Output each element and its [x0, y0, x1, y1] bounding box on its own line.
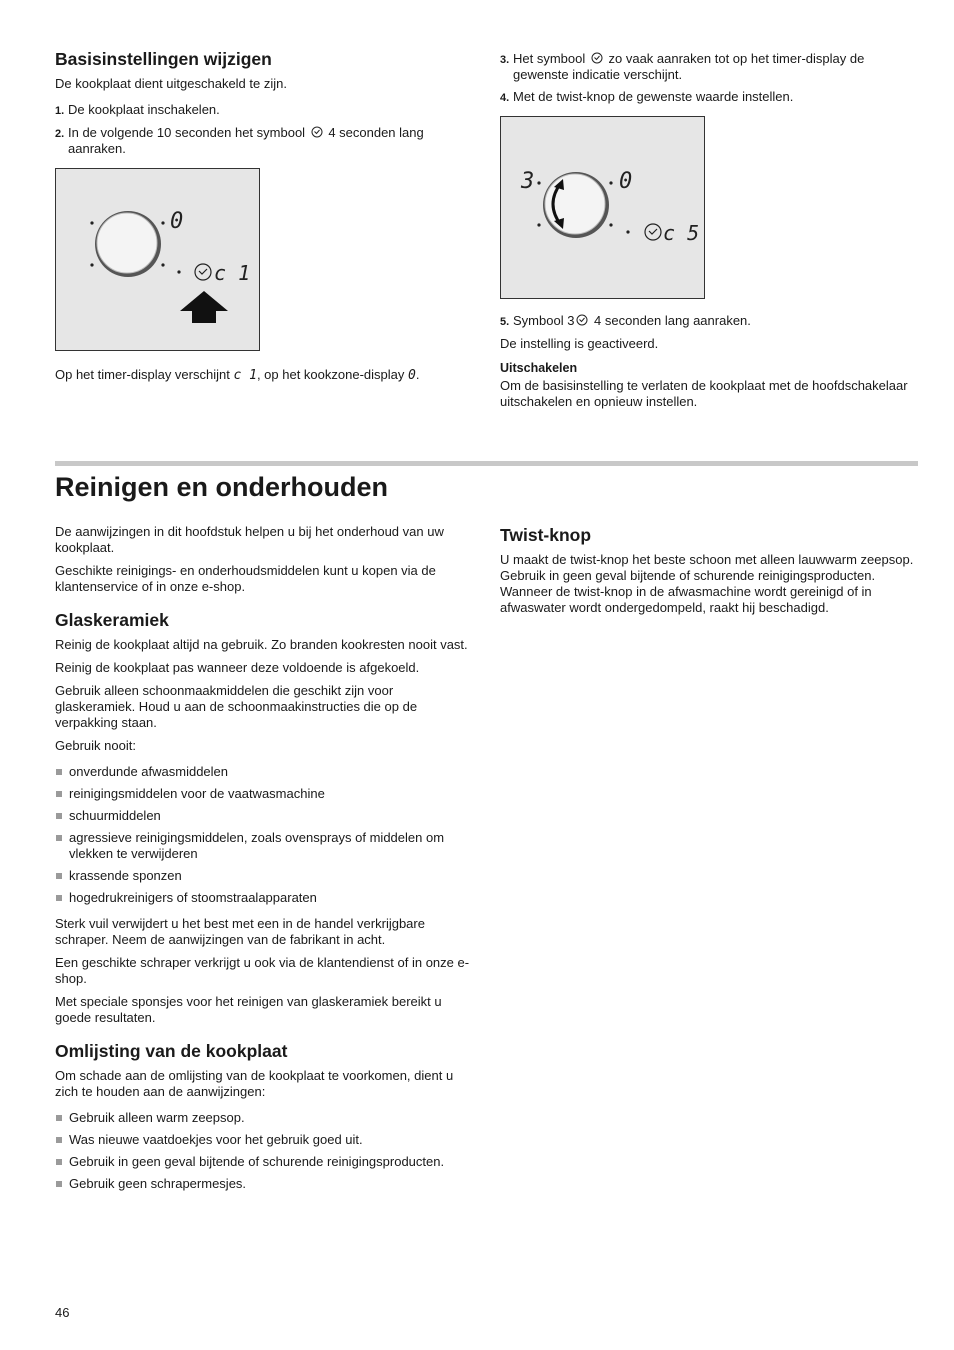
step-1 [55, 102, 475, 119]
section-intro-2: Geschikte reinigings- en onderhoudsmiddelen kunt u kopen via de klantenservice of in onze e-shop. [55, 563, 436, 594]
list-item-text: Gebruik in geen geval bijtende of schurende reinigingsproducten. [69, 1154, 445, 1169]
list-item [55, 808, 475, 824]
omlijsting-paragraph: Om schade aan de omlijsting van de kookplaat te voorkomen, dient u zich te houden aan de aanwijzingen: [55, 1068, 454, 1099]
step-text-part: 4 seconden lang aanraken. [68, 125, 424, 156]
list-item-text: Gebruik geen schrapermesjes. [69, 1176, 247, 1191]
list-item [55, 786, 475, 802]
page-number: 46 [55, 1305, 70, 1320]
list-item [55, 1176, 475, 1192]
right-lower-column [500, 524, 920, 623]
glas-never-list [55, 764, 475, 906]
bullet-icon [56, 1181, 62, 1187]
timer-note-code: c 1 [233, 368, 257, 383]
list-item [55, 868, 475, 884]
control-panel-figure-2 [500, 116, 705, 299]
list-item-text: hogedrukreinigers of stoomstraalapparaten [69, 890, 317, 905]
section-divider [55, 461, 918, 466]
timer-note-zero: 0 [408, 368, 416, 383]
heading-glaskeramiek: Glaskeramiek [55, 610, 169, 630]
bullet-icon [56, 769, 62, 775]
list-item [55, 1132, 475, 1148]
list-item-text: agressieve reinigingsmiddelen, zoals ovensprays of middelen om vlekken te verwijderen [69, 830, 445, 861]
activated-text: De instelling is geactiveerd. [500, 336, 659, 351]
step-text-part: Symbool 3 [513, 313, 575, 328]
step-number: 5. [500, 316, 510, 328]
glas-paragraph: Reinig de kookplaat altijd na gebruik. Zo branden kookresten nooit vast. [55, 637, 468, 652]
step-number: 2. [55, 128, 65, 140]
bullet-icon [56, 1159, 62, 1165]
step-text [68, 125, 475, 157]
list-item [55, 764, 475, 780]
list-item-text: reinigingsmiddelen voor de vaatwasmachine [69, 786, 325, 801]
list-item [55, 1154, 475, 1170]
timer-clock-icon [576, 314, 588, 326]
step-text-part: zo vaak aanraken tot op het timer-display de gewenste indicatie verschijnt. [513, 51, 865, 82]
left-display: 3 [521, 169, 535, 194]
list-item-text: onverdunde afwasmiddelen [69, 764, 228, 779]
bullet-icon [56, 1137, 62, 1143]
step-4 [500, 89, 920, 106]
list-item [55, 830, 475, 862]
bullet-icon [56, 873, 62, 879]
intro-text: De kookplaat dient uitgeschakeld te zijn. [55, 76, 287, 91]
twist-knob-illustration [501, 117, 704, 298]
bullet-icon [56, 835, 62, 841]
timer-display: c 1 [214, 261, 251, 285]
step-5 [500, 313, 920, 330]
heading-basisinstellingen: Basisinstellingen wijzigen [55, 49, 272, 69]
step-number: 1. [55, 105, 65, 117]
glas-paragraph: Een geschikte schraper verkrijgt u ook via de klantendienst of in onze e-shop. [55, 955, 470, 986]
section-title: Reinigen en onderhouden [55, 472, 389, 502]
list-item [55, 890, 475, 906]
glas-paragraph: Reinig de kookplaat pas wanneer deze voldoende is afgekoeld. [55, 660, 420, 675]
control-panel-illustration [56, 169, 259, 350]
step-text-part: 4 seconden lang aanraken. [594, 313, 751, 328]
step-text [513, 51, 920, 83]
glas-paragraph: Gebruik nooit: [55, 738, 136, 753]
glas-paragraph: Sterk vuil verwijdert u het best met een in de handel verkrijgbare schraper. Neem de aanwijzingen van de fabrikant in acht. [55, 916, 425, 947]
step-text [513, 313, 751, 330]
list-item-text: Was nieuwe vaatdoekjes voor het gebruik goed uit. [69, 1132, 363, 1147]
list-item-text: Gebruik alleen warm zeepsop. [69, 1110, 245, 1125]
list-item-text: schuurmiddelen [69, 808, 161, 823]
step-text-part: Het symbool [513, 51, 586, 66]
heading-omlijsting: Omlijsting van de kookplaat [55, 1041, 288, 1061]
timer-display: c 5 [663, 221, 700, 245]
step-2 [55, 125, 475, 157]
timer-note-end: . [415, 367, 420, 382]
bullet-icon [56, 813, 62, 819]
zone-display: 0 [619, 169, 633, 194]
left-top-column [55, 48, 475, 391]
right-top-column [500, 51, 920, 417]
twist-knop-paragraph: U maakt de twist-knop het beste schoon met alleen lauwwarm zeepsop. Gebruik in geen geval bijtende of schurende reinigingsproducten. Wanneer de twist-knop in de afwasmachine wordt gereinigd of in afwaswater wordt ondergedompeld, raakt hij beschadigd. [500, 552, 914, 615]
bullet-icon [56, 895, 62, 901]
zone-display: 0 [170, 209, 184, 234]
heading-twist-knop: Twist-knop [500, 525, 592, 545]
step-number: 4. [500, 92, 510, 104]
step-text: Met de twist-knop de gewenste waarde instellen. [513, 89, 794, 104]
heading-uitschakelen: Uitschakelen [500, 361, 578, 375]
step-3 [500, 51, 920, 83]
section-intro-1: De aanwijzingen in dit hoofdstuk helpen u bij het onderhoud van uw kookplaat. [55, 524, 444, 555]
timer-clock-icon [591, 52, 603, 64]
step-number: 3. [500, 54, 510, 66]
step-text: De kookplaat inschakelen. [68, 102, 220, 117]
omlijsting-list [55, 1110, 475, 1192]
uitschakelen-text: Om de basisinstelling te verlaten de kookplaat met de hoofdschakelaar uitschakelen en opnieuw instellen. [500, 378, 908, 409]
list-item [55, 1110, 475, 1126]
timer-note [55, 367, 475, 384]
list-item-text: krassende sponzen [69, 868, 182, 883]
bullet-icon [56, 1115, 62, 1121]
timer-note-text: , op het kookzone-display [256, 367, 405, 382]
timer-note-text: Op het timer-display verschijnt [55, 367, 230, 382]
bullet-icon [56, 791, 62, 797]
timer-clock-icon [311, 126, 323, 138]
control-panel-figure-1 [55, 168, 260, 351]
step-text-part: In de volgende 10 seconden het symbool [68, 125, 306, 140]
glas-paragraph: Met speciale sponsjes voor het reinigen van glaskeramiek bereikt u goede resultaten. [55, 994, 442, 1025]
glas-paragraph: Gebruik alleen schoonmaakmiddelen die geschikt zijn voor glaskeramiek. Houd u aan de schoonmaakinstructies die op de verpakking staan. [55, 683, 418, 730]
left-lower-column [55, 524, 475, 1199]
